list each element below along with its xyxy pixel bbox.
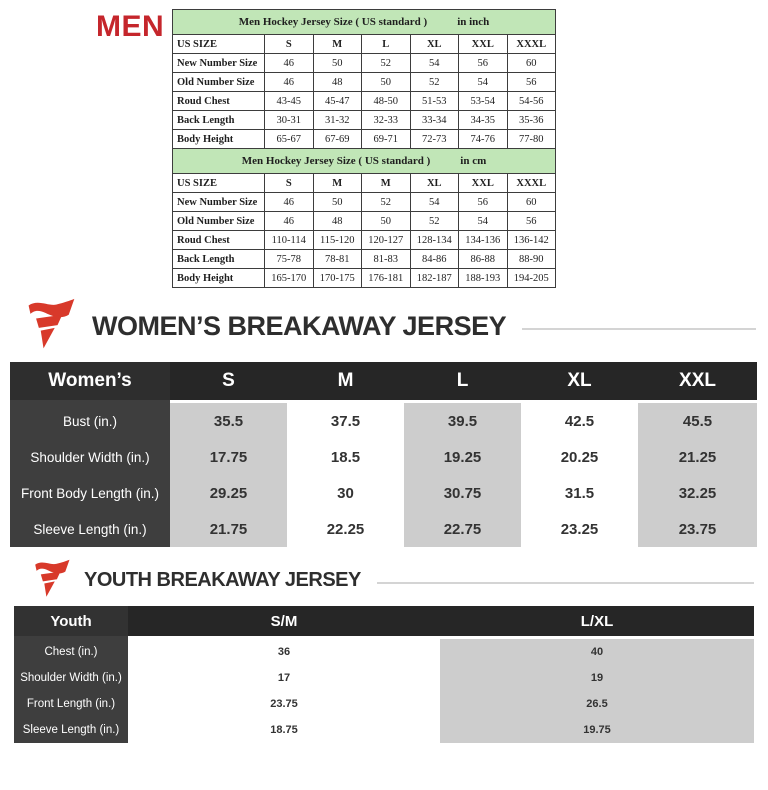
size-header-cell: S/M xyxy=(128,606,440,638)
cell-value: 165-170 xyxy=(265,269,314,288)
cell-value: 33-34 xyxy=(410,111,459,130)
cell-value: 81-83 xyxy=(362,250,411,269)
cell-value: 19 xyxy=(440,665,754,691)
cell-size: M xyxy=(313,35,362,54)
table-row xyxy=(173,130,556,149)
size-header-cell: L/XL xyxy=(440,606,754,638)
cell-value: 26.5 xyxy=(440,691,754,717)
table-unit: in inch xyxy=(457,16,490,28)
cell-size: XXXL xyxy=(507,35,556,54)
womens-size-table xyxy=(10,362,757,547)
row-label: Front Length (in.) xyxy=(14,691,128,717)
youth-size-table xyxy=(14,606,754,743)
table-row xyxy=(173,212,556,231)
row-label: Old Number Size xyxy=(173,212,265,231)
corner-header-cell: Women’s xyxy=(10,362,170,402)
divider-line xyxy=(522,328,756,330)
fanatics-logo-icon xyxy=(22,298,80,354)
size-header-row xyxy=(173,35,556,54)
table-title: Men Hockey Jersey Size ( US standard ) xyxy=(238,16,428,28)
cell-value: 35.5 xyxy=(170,402,287,440)
cell-size: S xyxy=(265,174,314,193)
table-row xyxy=(173,111,556,130)
cell-value: 40 xyxy=(440,638,754,666)
cell-value: 46 xyxy=(265,212,314,231)
cell-value: 18.75 xyxy=(128,717,440,743)
cell-value: 48 xyxy=(313,73,362,92)
cell-value: 37.5 xyxy=(287,402,404,440)
table-row xyxy=(14,665,754,691)
cell-value: 52 xyxy=(362,54,411,73)
table-row xyxy=(173,73,556,92)
corner-header-cell: Youth xyxy=(14,606,128,638)
cell-value: 23.75 xyxy=(638,511,757,547)
row-label: Old Number Size xyxy=(173,73,265,92)
cell-value: 52 xyxy=(410,73,459,92)
table-row xyxy=(173,193,556,212)
cell-us-size: US SIZE xyxy=(173,35,265,54)
cell-value: 67-69 xyxy=(313,130,362,149)
cell-value: 56 xyxy=(459,54,508,73)
row-label: Shoulder Width (in.) xyxy=(10,439,170,475)
row-label: New Number Size xyxy=(173,193,265,212)
cell-value: 19.25 xyxy=(404,439,521,475)
table-unit: in cm xyxy=(460,155,487,167)
cell-value: 54 xyxy=(410,193,459,212)
row-label: Chest (in.) xyxy=(14,638,128,666)
cell-value: 29.25 xyxy=(170,475,287,511)
cell-value: 46 xyxy=(265,54,314,73)
cell-value: 48 xyxy=(313,212,362,231)
cell-value: 88-90 xyxy=(507,250,556,269)
table-header-row xyxy=(14,606,754,638)
cell-value: 60 xyxy=(507,54,556,73)
cell-value: 188-193 xyxy=(459,269,508,288)
fanatics-logo-icon xyxy=(30,559,74,601)
table-caption-row xyxy=(173,149,556,174)
cell-value: 194-205 xyxy=(507,269,556,288)
cell-value: 84-86 xyxy=(410,250,459,269)
table-title: Men Hockey Jersey Size ( US standard ) xyxy=(241,155,431,167)
cell-value: 52 xyxy=(362,193,411,212)
cell-value: 43-45 xyxy=(265,92,314,111)
cell-value: 120-127 xyxy=(362,231,411,250)
cell-value: 54 xyxy=(459,73,508,92)
cell-value: 22.25 xyxy=(287,511,404,547)
table-row xyxy=(173,92,556,111)
cell-value: 20.25 xyxy=(521,439,638,475)
cell-value: 46 xyxy=(265,193,314,212)
cell-value: 48-50 xyxy=(362,92,411,111)
table-row xyxy=(14,691,754,717)
row-label: Roud Chest xyxy=(173,92,265,111)
cell-value: 54-56 xyxy=(507,92,556,111)
cell-size: M xyxy=(313,174,362,193)
cell-value: 17.75 xyxy=(170,439,287,475)
cell-value: 115-120 xyxy=(313,231,362,250)
size-header-cell: XXL xyxy=(638,362,757,402)
men-inch-caption xyxy=(173,10,556,35)
cell-value: 54 xyxy=(459,212,508,231)
cell-value: 54 xyxy=(410,54,459,73)
womens-section-title: WOMEN’S BREAKAWAY JERSEY xyxy=(92,310,507,341)
size-header-cell: M xyxy=(287,362,404,402)
row-label: Roud Chest xyxy=(173,231,265,250)
cell-value: 110-114 xyxy=(265,231,314,250)
cell-value: 56 xyxy=(507,212,556,231)
cell-value: 50 xyxy=(313,193,362,212)
cell-value: 50 xyxy=(362,212,411,231)
table-row xyxy=(10,475,757,511)
row-label: Body Height xyxy=(173,130,265,149)
row-label: Sleeve Length (in.) xyxy=(10,511,170,547)
cell-value: 42.5 xyxy=(521,402,638,440)
row-label: Back Length xyxy=(173,250,265,269)
cell-value: 31-32 xyxy=(313,111,362,130)
cell-value: 45.5 xyxy=(638,402,757,440)
cell-value: 21.75 xyxy=(170,511,287,547)
cell-value: 170-175 xyxy=(313,269,362,288)
cell-value: 77-80 xyxy=(507,130,556,149)
table-row xyxy=(14,717,754,743)
table-row xyxy=(173,269,556,288)
cell-value: 60 xyxy=(507,193,556,212)
cell-value: 50 xyxy=(313,54,362,73)
cell-value: 50 xyxy=(362,73,411,92)
table-row xyxy=(10,439,757,475)
size-header-cell: XL xyxy=(521,362,638,402)
cell-value: 35-36 xyxy=(507,111,556,130)
cell-value: 56 xyxy=(459,193,508,212)
size-header-row xyxy=(173,174,556,193)
men-section-title: MEN xyxy=(96,10,165,43)
cell-value: 176-181 xyxy=(362,269,411,288)
table-row xyxy=(10,511,757,547)
cell-value: 30 xyxy=(287,475,404,511)
row-label: Shoulder Width (in.) xyxy=(14,665,128,691)
cell-size: L xyxy=(362,35,411,54)
cell-value: 65-67 xyxy=(265,130,314,149)
row-label: Front Body Length (in.) xyxy=(10,475,170,511)
cell-value: 56 xyxy=(507,73,556,92)
cell-value: 39.5 xyxy=(404,402,521,440)
men-size-table-cm xyxy=(172,148,556,288)
cell-value: 136-142 xyxy=(507,231,556,250)
row-label: Bust (in.) xyxy=(10,402,170,440)
cell-value: 52 xyxy=(410,212,459,231)
row-label: Back Length xyxy=(173,111,265,130)
table-row xyxy=(173,54,556,73)
cell-value: 128-134 xyxy=(410,231,459,250)
cell-value: 18.5 xyxy=(287,439,404,475)
cell-size: M xyxy=(362,174,411,193)
cell-size: S xyxy=(265,35,314,54)
cell-value: 182-187 xyxy=(410,269,459,288)
cell-value: 31.5 xyxy=(521,475,638,511)
womens-section-header xyxy=(22,297,756,355)
size-header-cell: S xyxy=(170,362,287,402)
cell-value: 36 xyxy=(128,638,440,666)
cell-value: 30-31 xyxy=(265,111,314,130)
cell-value: 32.25 xyxy=(638,475,757,511)
cell-value: 86-88 xyxy=(459,250,508,269)
cell-value: 51-53 xyxy=(410,92,459,111)
cell-value: 53-54 xyxy=(459,92,508,111)
cell-value: 23.75 xyxy=(128,691,440,717)
youth-section-header xyxy=(30,557,754,603)
cell-value: 22.75 xyxy=(404,511,521,547)
size-header-cell: L xyxy=(404,362,521,402)
cell-value: 34-35 xyxy=(459,111,508,130)
cell-value: 21.25 xyxy=(638,439,757,475)
cell-value: 23.25 xyxy=(521,511,638,547)
men-size-tables xyxy=(172,9,556,288)
row-label: Body Height xyxy=(173,269,265,288)
men-cm-caption xyxy=(173,149,556,174)
cell-size: XL xyxy=(410,174,459,193)
table-row xyxy=(14,638,754,666)
cell-value: 134-136 xyxy=(459,231,508,250)
cell-size: XXL xyxy=(459,174,508,193)
row-label: Sleeve Length (in.) xyxy=(14,717,128,743)
youth-section-title: YOUTH BREAKAWAY JERSEY xyxy=(84,568,361,591)
cell-us-size: US SIZE xyxy=(173,174,265,193)
cell-value: 17 xyxy=(128,665,440,691)
cell-size: XXXL xyxy=(507,174,556,193)
table-row xyxy=(173,231,556,250)
cell-value: 78-81 xyxy=(313,250,362,269)
cell-value: 46 xyxy=(265,73,314,92)
cell-value: 19.75 xyxy=(440,717,754,743)
table-row xyxy=(10,402,757,440)
cell-value: 32-33 xyxy=(362,111,411,130)
cell-value: 75-78 xyxy=(265,250,314,269)
table-header-row xyxy=(10,362,757,402)
row-label: New Number Size xyxy=(173,54,265,73)
cell-value: 72-73 xyxy=(410,130,459,149)
cell-value: 30.75 xyxy=(404,475,521,511)
cell-value: 74-76 xyxy=(459,130,508,149)
cell-size: XL xyxy=(410,35,459,54)
men-size-table-inch xyxy=(172,9,556,149)
cell-value: 45-47 xyxy=(313,92,362,111)
table-row xyxy=(173,250,556,269)
cell-size: XXL xyxy=(459,35,508,54)
divider-line xyxy=(377,582,754,584)
table-caption-row xyxy=(173,10,556,35)
cell-value: 69-71 xyxy=(362,130,411,149)
